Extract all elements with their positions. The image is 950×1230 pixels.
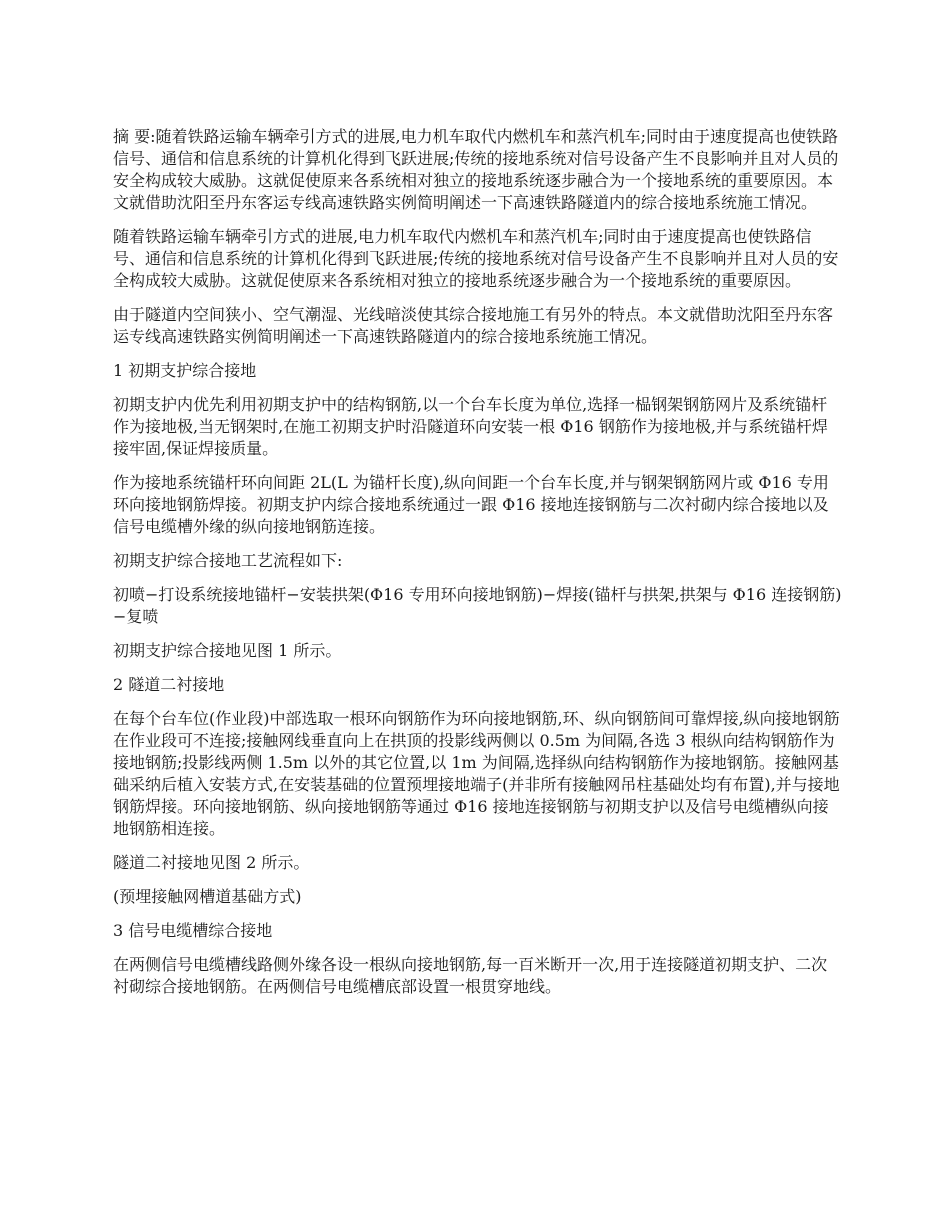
figure-reference: 初期支护综合接地见图 1 所示。 xyxy=(113,641,342,660)
body-paragraph: 初期支护内优先利用初期支护中的结构钢筋,以一个台车长度为单位,选择一榀钢架钢筋网片及系统锚杆作为接地极,当无钢架时,在施工初期支护时沿隧道环向安装一根 Φ16 钢筋作为接地极,并与系统锚杆焊接牢固,保证焊接质量。 xyxy=(113,395,828,458)
abstract-paragraph: 摘 要:随着铁路运输车辆牵引方式的进展,电力机车取代内燃机车和蒸汽机车;同时由于速度提高也使铁路信号、通信和信息系统的计算机化得到飞跃进展;传统的接地系统对信号设备产生不良影响并且对人员的安全构成较大威胁。这就促使原来各系统相对独立的接地系统逐步融合为一个接地系统的重要原因。本文就借助沈阳至丹东客运专线高速铁路实例简明阐述一下高速铁路隧道内的综合接地系统施工情况。 xyxy=(113,127,839,212)
intro-paragraph-2: 由于隧道内空间狭小、空气潮湿、光线暗淡使其综合接地施工有另外的特点。本文就借助沈阳至丹东客运专线高速铁路实例简明阐述一下高速铁路隧道内的综合接地系统施工情况。 xyxy=(113,305,834,346)
section-heading-3: 3 信号电缆槽综合接地 xyxy=(113,921,273,940)
document-body xyxy=(113,126,843,1010)
body-paragraph: 作为接地系统锚杆环向间距 2L(L 为锚杆长度),纵向间距一个台车长度,并与钢架钢筋网片或 Φ16 专用环向接地钢筋焊接。初期支护内综合接地系统通过一跟 Φ16 接地连接钢筋与二次衬砌内综合接地以及信号电缆槽外缘的纵向接地钢筋连接。 xyxy=(113,473,829,536)
intro-paragraph: 随着铁路运输车辆牵引方式的进展,电力机车取代内燃机车和蒸汽机车;同时由于速度提高也使铁路信号、通信和信息系统的计算机化得到飞跃进展;传统的接地系统对信号设备产生不良影响并且对人员的安全构成较大威胁。这就促使原来各系统相对独立的接地系统逐步融合为一个接地系统的重要原因。 xyxy=(113,227,839,290)
figure-reference: 隧道二衬接地见图 2 所示。 xyxy=(113,853,310,872)
section-heading-2: 2 隧道二衬接地 xyxy=(113,675,225,694)
figure-caption: (预埋接触网槽道基础方式) xyxy=(113,887,302,906)
section-heading-1: 1 初期支护综合接地 xyxy=(113,361,257,380)
body-paragraph: 在每个台车位(作业段)中部选取一根环向钢筋作为环向接地钢筋,环、纵向钢筋间可靠焊接,纵向接地钢筋在作业段可不连接;接触网线垂直向上在拱顶的投影线两侧以 0.5m 为间隔,各选 3 根纵向结构钢筋作为接地钢筋;投影线两侧 1.5m 以外的其它位置,以 1m 为间隔,选择纵向结构钢筋作为接地钢筋。接触网基础采纳后植入安装方式,在安装基础的位置预埋接地端子(并非所有接触网吊柱基础处均有布置),并与接地钢筋焊接。环向接地钢筋、纵向接地钢筋等通过 Φ16 接地连接钢筋与初期支护以及信号电缆槽纵向接地钢筋相连接。 xyxy=(113,709,840,838)
body-paragraph: 初期支护综合接地工艺流程如下: xyxy=(113,551,343,570)
process-flow-paragraph: 初喷−打设系统接地锚杆−安装拱架(Φ16 专用环向接地钢筋)−焊接(锚杆与拱架,拱架与 Φ16 连接钢筋)−复喷 xyxy=(113,585,842,626)
body-paragraph: 在两侧信号电缆槽线路侧外缘各设一根纵向接地钢筋,每一百米断开一次,用于连接隧道初期支护、二次衬砌综合接地钢筋。在两侧信号电缆槽底部设置一根贯穿地线。 xyxy=(113,955,828,996)
